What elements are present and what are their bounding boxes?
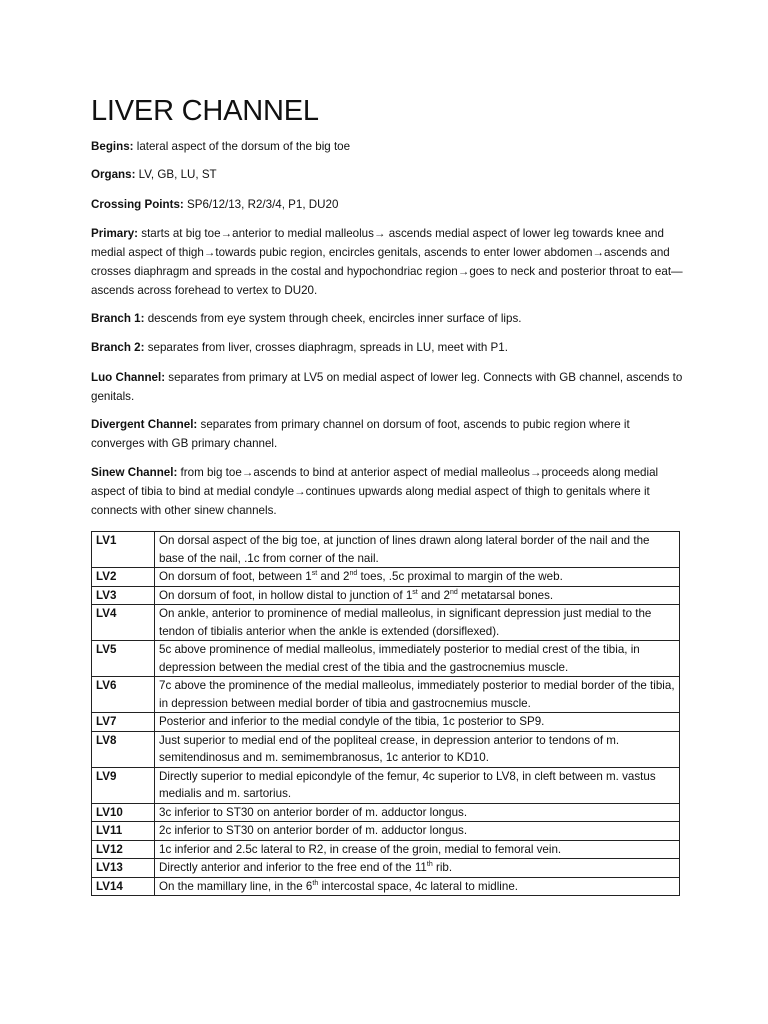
point-description: 3c inferior to ST30 on anterior border of m. adductor longus. (155, 803, 680, 822)
primary-text-4: towards pubic region, encircles genitals, ascends to enter lower abdomen (215, 246, 593, 259)
point-code: LV1 (92, 532, 155, 568)
branch1-text: descends from eye system through cheek, encircles inner surface of lips. (144, 312, 522, 325)
branch2-paragraph (91, 338, 683, 357)
primary-text-2: anterior to medial malleolus (232, 227, 374, 240)
point-code: LV8 (92, 731, 155, 767)
luo-channel-paragraph (91, 368, 683, 406)
arrow-icon: → (294, 485, 306, 498)
ordinal-suffix: st (412, 588, 418, 596)
begins-label: Begins: (91, 140, 134, 153)
sinew-text-2: ascends to bind at anterior aspect of medial malleolus (253, 466, 530, 479)
crossing-points-label: Crossing Points: (91, 198, 184, 211)
primary-text-5: ascends and crosses diaphragm and spreads in the costal and hypochondriac region (91, 246, 670, 278)
begins-paragraph (91, 137, 683, 156)
crossing-points-paragraph (91, 195, 683, 214)
point-code: LV4 (92, 605, 155, 641)
point-description (155, 586, 680, 605)
point-code: LV10 (92, 803, 155, 822)
table-row (92, 840, 680, 859)
page-title: LIVER CHANNEL (91, 95, 319, 127)
arrow-icon: → (241, 466, 254, 479)
divergent-channel-paragraph (91, 415, 683, 453)
primary-text-6: goes to neck and posterior throat to eat—ascends across forehead to vertex to DU20. (91, 265, 683, 297)
divergent-channel-text: separates from primary channel on dorsum of foot, ascends to pubic region where it converges with GB primary channel. (91, 418, 630, 450)
branch1-paragraph (91, 309, 683, 328)
point-description: 7c above the prominence of the medial malleolus, immediately posterior to medial border of the tibia, in depression between medial border of tibia and gastrocnemius muscle. (155, 677, 680, 713)
arrow-icon: → (592, 246, 604, 259)
point-code: LV6 (92, 677, 155, 713)
point-description (155, 568, 680, 587)
desc-text: Directly anterior and inferior to the free end of the 11 (159, 861, 427, 874)
primary-text-1: starts at big toe (138, 227, 221, 240)
sinew-channel-paragraph (91, 463, 683, 520)
point-description (155, 877, 680, 896)
branch2-text: separates from liver, crosses diaphragm, spreads in LU, meet with P1. (144, 341, 508, 354)
table-row (92, 822, 680, 841)
luo-channel-text: separates from primary at LV5 on medial aspect of lower leg. Connects with GB channel, ascends to genitals. (91, 371, 683, 403)
ordinal-suffix: st (311, 570, 318, 578)
arrow-icon: → (220, 227, 233, 240)
desc-text: On dorsum of foot, in hollow distal to junction of 1 (159, 588, 413, 602)
table-row (92, 532, 680, 568)
arrow-icon: → (529, 466, 542, 479)
desc-text: toes, .5c proximal to margin of the web. (357, 570, 563, 583)
point-description: Directly superior to medial epicondyle of the femur, 4c superior to LV8, in cleft between m. vastus medialis and m. sartorius. (155, 767, 680, 803)
point-code: LV2 (92, 568, 155, 587)
divergent-channel-label: Divergent Channel: (91, 418, 198, 431)
sinew-text-3: proceeds along medial aspect of tibia to bind at medial condyle (91, 466, 659, 498)
point-code: LV14 (92, 877, 155, 896)
sinew-text-4: continues upwards along medial aspect of thigh to genitals where it connects with other sinew channels. (91, 485, 650, 517)
ordinal-suffix: nd (449, 588, 458, 596)
table-row (92, 803, 680, 822)
desc-text: metatarsal bones. (457, 588, 554, 602)
table-row (92, 767, 680, 803)
point-description: 5c above prominence of medial malleolus, immediately posterior to medial crest of the tibia, in depression between the medial crest of the tibia and the gastrocnemius muscle. (155, 641, 680, 677)
point-code: LV11 (92, 822, 155, 841)
organs-paragraph (91, 165, 683, 184)
table-row (92, 713, 680, 732)
sinew-text-1: from big toe (177, 466, 242, 479)
desc-text: rib. (432, 861, 453, 874)
desc-text: and 2 (417, 588, 450, 602)
point-description: 2c inferior to ST30 on anterior border of m. adductor longus. (155, 822, 680, 841)
crossing-points-text: SP6/12/13, R2/3/4, P1, DU20 (183, 198, 339, 211)
point-description (155, 859, 680, 878)
desc-text: On dorsum of foot, between 1 (159, 570, 312, 583)
table-row (92, 605, 680, 641)
point-description: Just superior to medial end of the popliteal crease, in depression anterior to tendons of m. semitendinosus and m. semimembranosus, 1c anterior to KD10. (155, 731, 680, 767)
organs-label: Organs: (91, 168, 136, 181)
table-row (92, 641, 680, 677)
ordinal-suffix: th (312, 879, 319, 887)
branch1-label: Branch 1: (91, 312, 145, 325)
acupoint-table (91, 531, 680, 896)
table-row (92, 568, 680, 587)
arrow-icon: → (373, 227, 386, 240)
point-code: LV7 (92, 713, 155, 732)
sinew-channel-label: Sinew Channel: (91, 466, 178, 479)
point-description: Posterior and inferior to the medial condyle of the tibia, 1c posterior to SP9. (155, 713, 680, 732)
desc-text: intercostal space, 4c lateral to midline. (318, 879, 518, 893)
point-code: LV3 (92, 586, 155, 605)
point-code: LV9 (92, 767, 155, 803)
branch2-label: Branch 2: (91, 341, 145, 354)
point-description: On ankle, anterior to prominence of medial malleolus, in significant depression just medial to the tendon of tibialis anterior when the ankle is extended (dorsiflexed). (155, 605, 680, 641)
point-description: On dorsal aspect of the big toe, at junction of lines drawn along lateral border of the nail and the base of the nail, .1c from corner of the nail. (155, 532, 680, 568)
desc-text: and 2 (317, 570, 350, 583)
point-code: LV12 (92, 840, 155, 859)
organs-text: LV, GB, LU, ST (135, 168, 217, 181)
arrow-icon: → (457, 265, 470, 278)
begins-text: lateral aspect of the dorsum of the big toe (133, 140, 351, 153)
point-description: 1c inferior and 2.5c lateral to R2, in crease of the groin, medial to femoral vein. (155, 840, 680, 859)
table-row (92, 586, 680, 605)
desc-text: On the mamillary line, in the 6 (159, 879, 313, 893)
luo-channel-label: Luo Channel: (91, 371, 166, 384)
primary-label: Primary: (91, 227, 139, 240)
point-code: LV5 (92, 641, 155, 677)
primary-text-3: ascends medial aspect of lower leg towards knee and medial aspect of thigh (91, 227, 664, 259)
primary-paragraph (91, 224, 683, 300)
point-code: LV13 (92, 859, 155, 878)
ordinal-suffix: nd (349, 570, 358, 578)
table-row (92, 677, 680, 713)
table-row (92, 877, 680, 896)
ordinal-suffix: th (426, 861, 433, 869)
table-row (92, 731, 680, 767)
table-row (92, 859, 680, 878)
arrow-icon: → (203, 246, 216, 259)
